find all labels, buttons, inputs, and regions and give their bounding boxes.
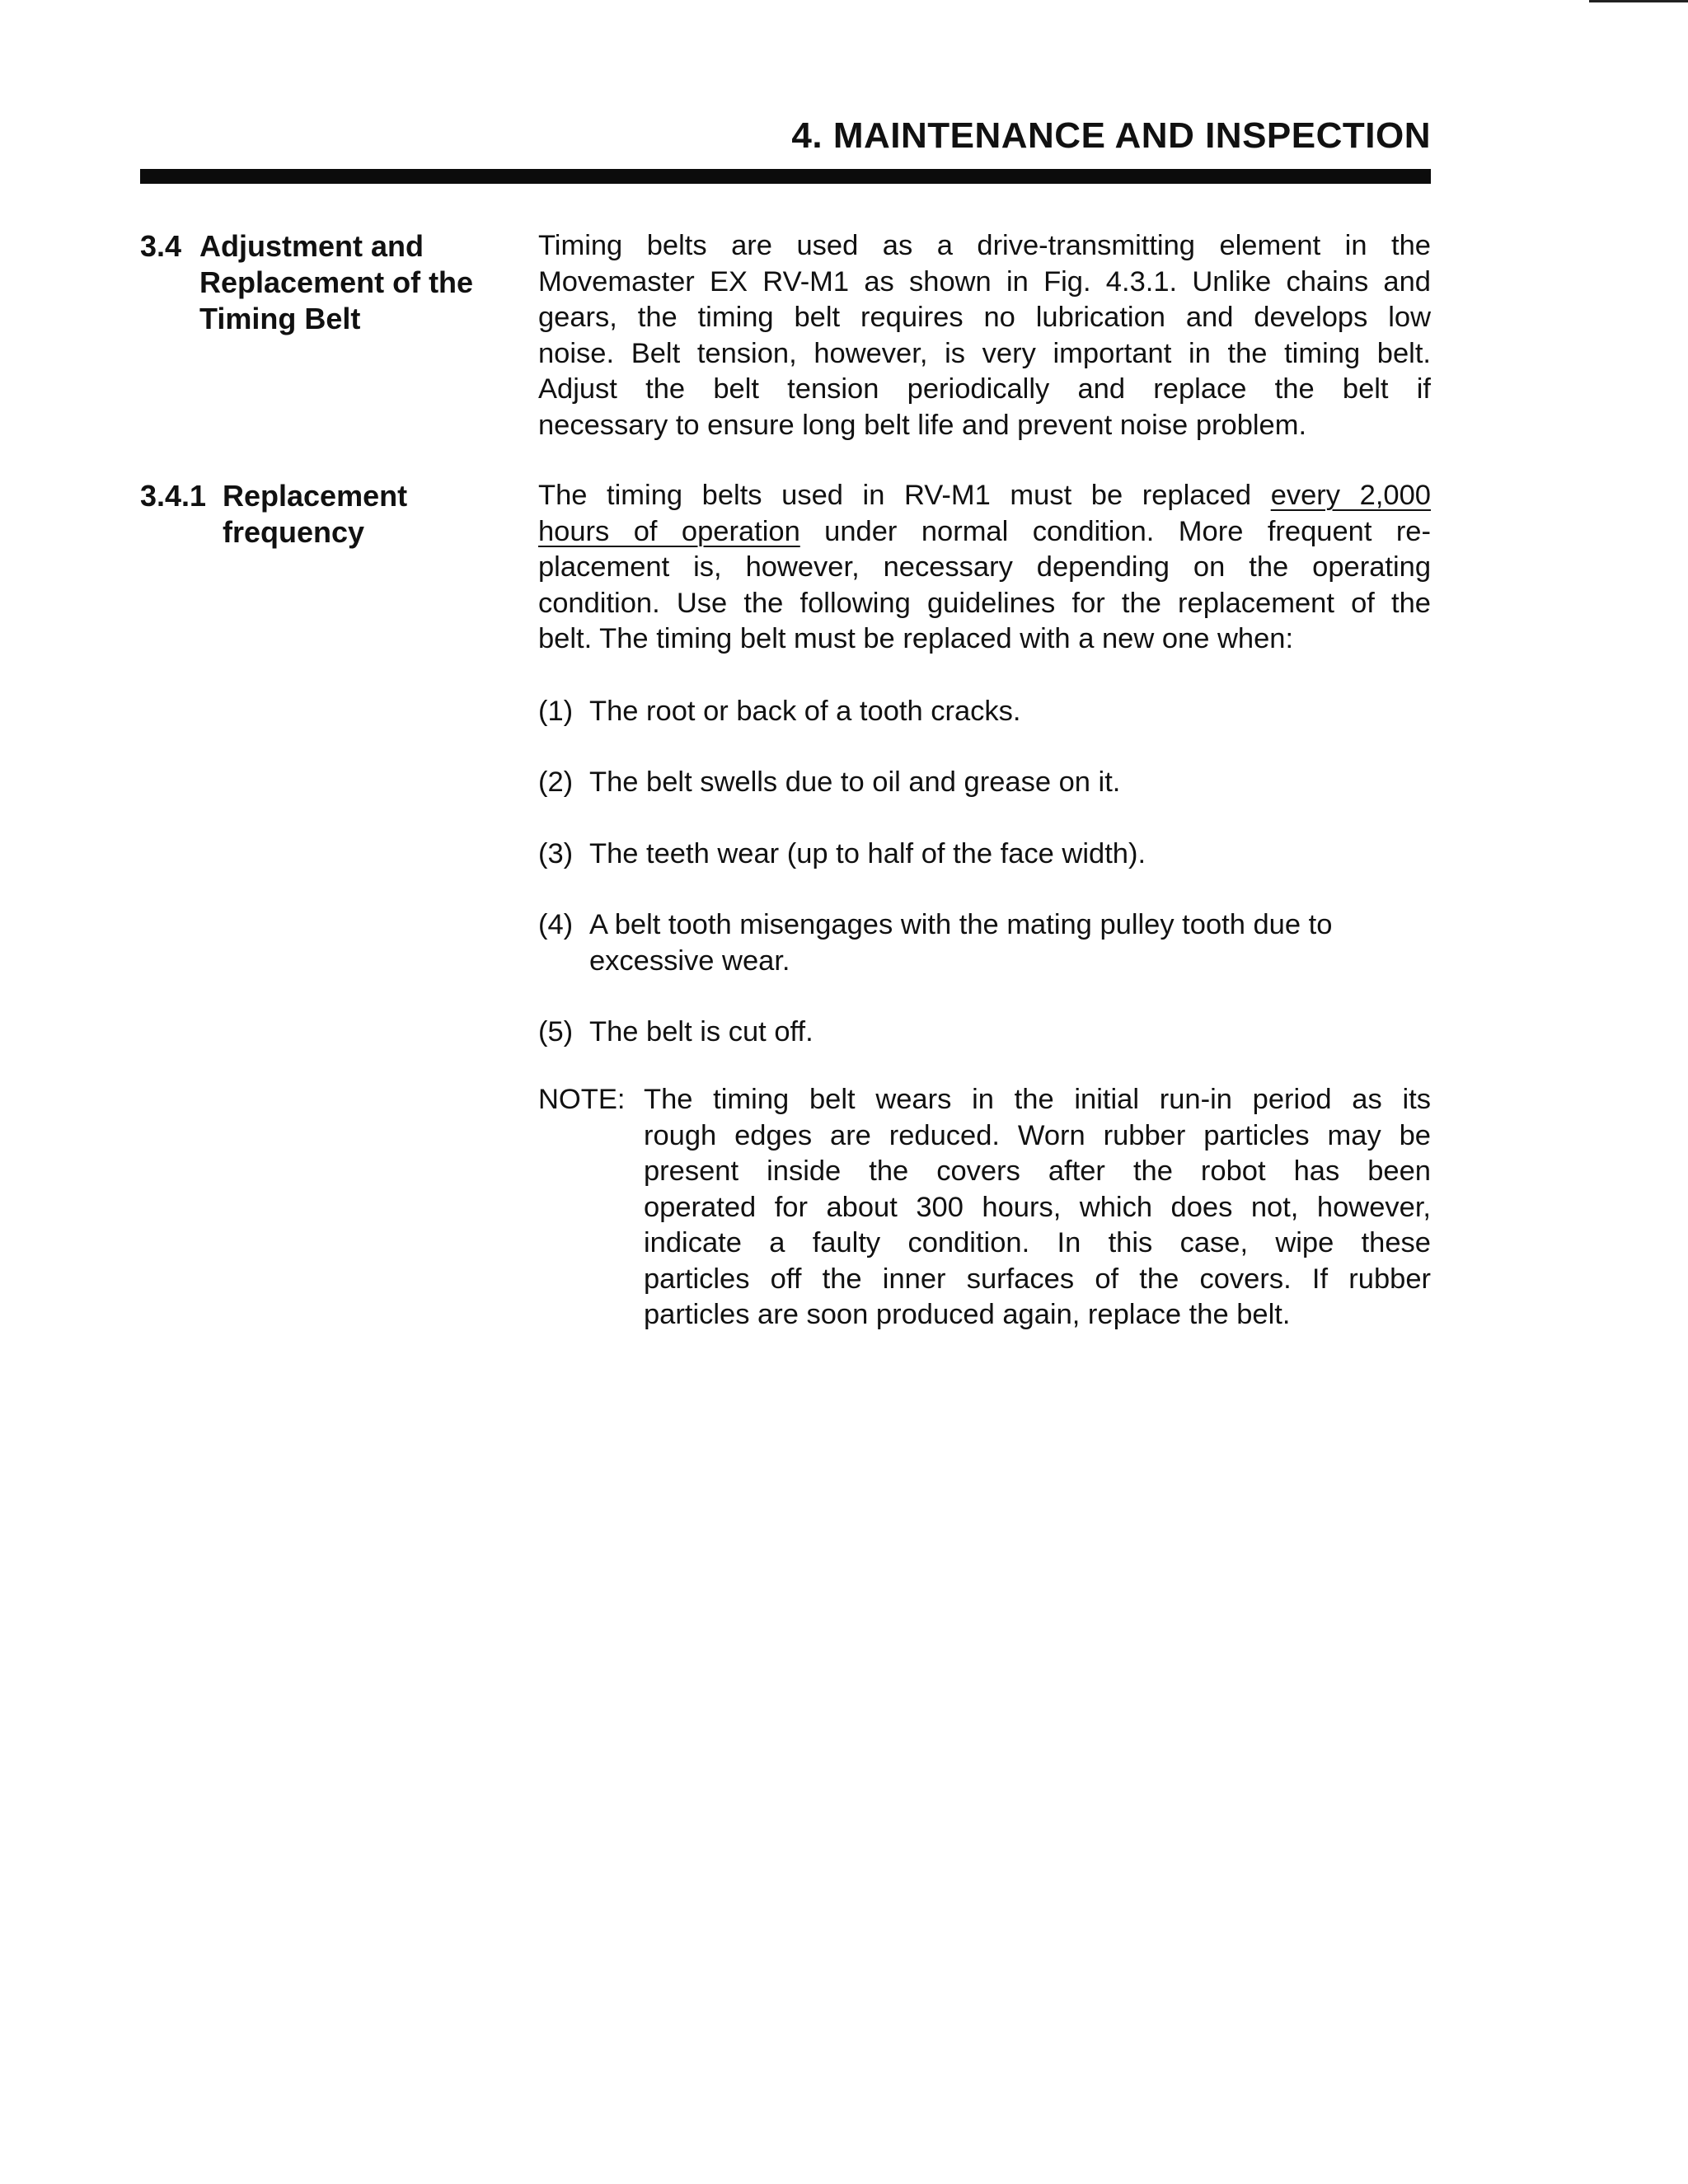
paragraph-line: belt. The timing belt must be replaced with a new one when: xyxy=(538,623,1294,654)
list-text: A belt tooth misengages with the mating pulley tooth due to excessive wear. xyxy=(589,909,1333,977)
paragraph-line: necessary to ensure long belt life and prevent noise problem. xyxy=(538,409,1307,441)
section-number: 3.4.1 xyxy=(140,479,207,513)
section-3-4 xyxy=(140,228,1431,451)
section-number: 3.4 xyxy=(140,229,182,263)
paragraph-line: placement is, however, necessary depending on the operating xyxy=(538,551,1431,583)
section-3-4-1-paragraph xyxy=(538,478,1431,658)
note-line: particles off the inner surfaces of the covers. If rubber xyxy=(644,1263,1431,1295)
list-marker: (3) xyxy=(538,838,574,869)
note-line: particles are soon produced again, replace the belt. xyxy=(644,1299,1291,1330)
underlined-text: hours of operation xyxy=(538,515,800,547)
list-text: The root or back of a tooth cracks. xyxy=(589,696,1021,727)
list-marker: (2) xyxy=(538,766,574,798)
underlined-text: every 2,000 xyxy=(1270,480,1431,511)
note-line: operated for about 300 hours, which does not, however, xyxy=(644,1191,1431,1223)
note-line: indicate a faulty condition. In this case, wipe these xyxy=(644,1227,1431,1258)
paragraph-line: gears, the timing belt requires no lubrication and develops low xyxy=(538,302,1431,333)
conditions-list xyxy=(538,694,1431,1057)
note-line: The timing belt wears in the initial run-in period as its xyxy=(644,1084,1431,1115)
header-bar xyxy=(140,169,1431,184)
note-line: present inside the covers after the robot has been xyxy=(644,1155,1431,1187)
corner-rule xyxy=(1589,0,1688,2)
note-label: NOTE: xyxy=(538,1084,626,1115)
paragraph-line xyxy=(538,478,1431,514)
paragraph-line: noise. Belt tension, however, is very important in the timing belt. xyxy=(538,337,1431,369)
section-3-4-1 xyxy=(140,478,1431,668)
chapter-title: 4. MAINTENANCE AND INSPECTION xyxy=(791,115,1431,156)
note-text xyxy=(644,1082,1431,1333)
list-marker: (1) xyxy=(538,696,574,727)
paragraph-line: Adjust the belt tension periodically and replace the belt if xyxy=(538,373,1431,405)
list-text: The teeth wear (up to half of the face width). xyxy=(589,838,1146,869)
paragraph-text: under normal condition. More frequent re- xyxy=(799,515,1431,547)
paragraph-line: Movemaster EX RV-M1 as shown in Fig. 4.3.1. Unlike chains and xyxy=(538,265,1431,298)
list-text: The belt swells due to oil and grease on it. xyxy=(589,766,1121,798)
section-title: Replacement frequency xyxy=(223,479,408,549)
list-text: The belt is cut off. xyxy=(589,1016,814,1047)
note-line: rough edges are reduced. Worn rubber particles may be xyxy=(644,1119,1431,1151)
list-marker: (5) xyxy=(538,1016,574,1047)
paragraph-line xyxy=(538,514,1431,551)
paragraph-line: Timing belts are used as a drive-transmitting element in the xyxy=(538,230,1431,261)
paragraph-text: The timing belts used in RV-M1 must be replaced xyxy=(538,480,1271,511)
section-3-4-paragraph xyxy=(538,228,1431,443)
paragraph-line: condition. Use the following guidelines for the replacement of the xyxy=(538,587,1431,619)
section-title: Adjustment and Replacement of the Timing Belt xyxy=(199,229,474,335)
list-marker: (4) xyxy=(538,909,574,940)
